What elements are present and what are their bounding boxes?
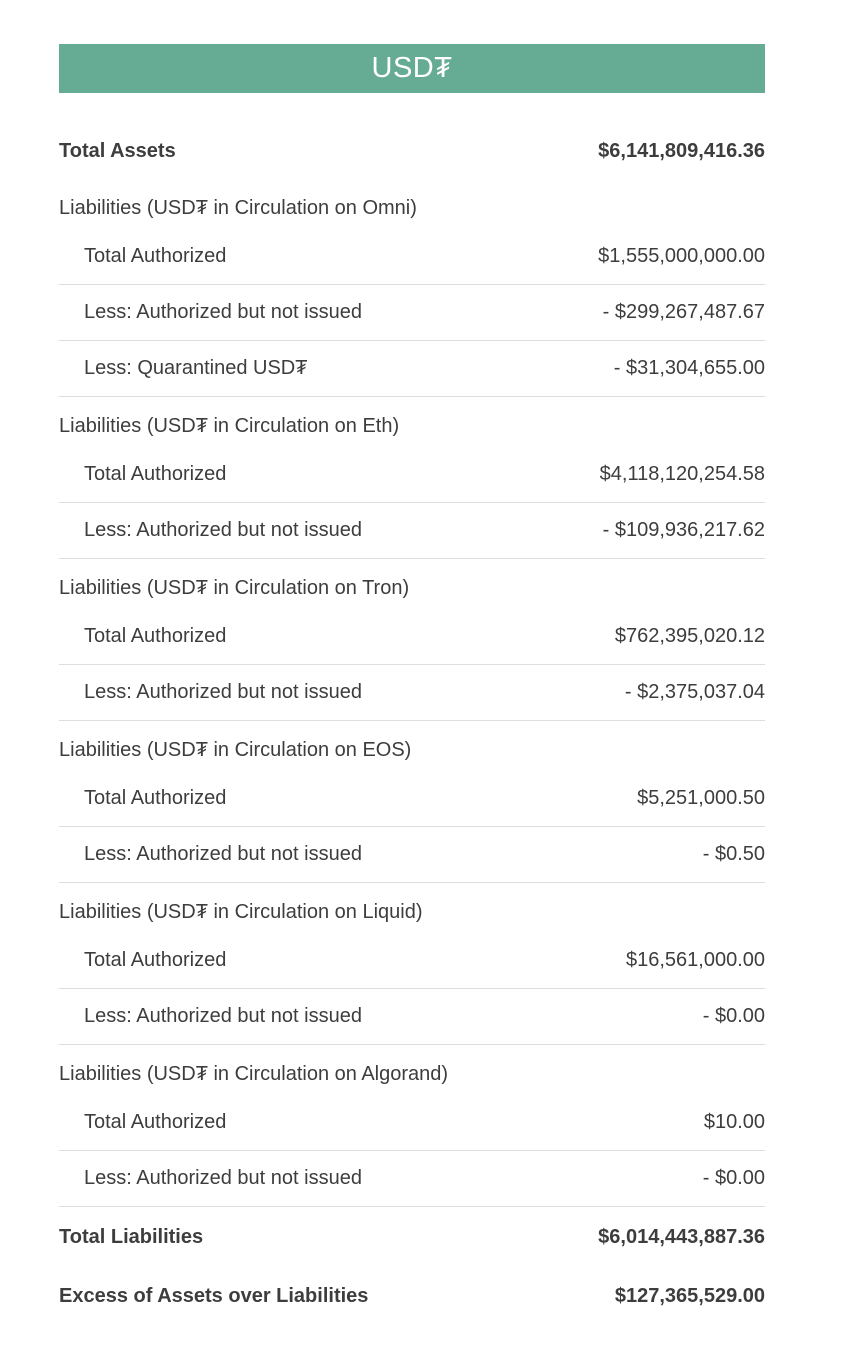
- section-header-label: Liabilities (USD₮ in Circulation on Tron): [59, 577, 410, 599]
- row-label: Total Authorized: [84, 949, 227, 971]
- token-header-banner: [59, 44, 765, 93]
- row-value: - $31,304,655.00: [613, 357, 765, 379]
- excess-assets-value: $127,365,529.00: [614, 1285, 765, 1307]
- row-label: Less: Authorized but not issued: [84, 843, 362, 865]
- row-value: $4,118,120,254.58: [599, 463, 765, 485]
- table-row: [59, 771, 765, 827]
- row-label: Total Authorized: [84, 625, 227, 647]
- section-header-algorand: [59, 1045, 765, 1095]
- row-value: - $299,267,487.67: [602, 301, 765, 323]
- token-title: USD₮: [371, 52, 453, 84]
- table-row: [59, 609, 765, 665]
- row-value: $16,561,000.00: [625, 949, 765, 971]
- total-assets-label: Total Assets: [59, 140, 176, 162]
- table-row: [59, 229, 765, 285]
- row-value: $10.00: [703, 1111, 765, 1133]
- total-liabilities-value: $6,014,443,887.36: [598, 1226, 765, 1248]
- section-header-label: Liabilities (USD₮ in Circulation on Algorand): [59, 1063, 449, 1085]
- row-value: - $0.00: [702, 1005, 765, 1027]
- total-assets-value: $6,141,809,416.36: [598, 140, 765, 162]
- table-row: [59, 447, 765, 503]
- row-label: Less: Authorized but not issued: [84, 1005, 362, 1027]
- row-label: Less: Authorized but not issued: [84, 519, 362, 541]
- section-header-label: Liabilities (USD₮ in Circulation on Eth): [59, 415, 400, 437]
- section-header-eth: [59, 397, 765, 447]
- table-row: [59, 503, 765, 559]
- section-header-liquid: [59, 883, 765, 933]
- table-row: [59, 989, 765, 1045]
- table-row: [59, 665, 765, 721]
- assets-liabilities-table: [59, 124, 765, 1325]
- table-row: [59, 933, 765, 989]
- table-row: [59, 285, 765, 341]
- row-value: $762,395,020.12: [614, 625, 765, 647]
- section-header-tron: [59, 559, 765, 609]
- row-value: - $0.50: [702, 843, 765, 865]
- section-header-label: Liabilities (USD₮ in Circulation on EOS): [59, 739, 412, 761]
- row-label: Less: Authorized but not issued: [84, 681, 362, 703]
- row-value: - $109,936,217.62: [602, 519, 765, 541]
- table-row: [59, 827, 765, 883]
- row-label: Total Authorized: [84, 1111, 227, 1133]
- section-header-label: Liabilities (USD₮ in Circulation on Omni): [59, 197, 417, 219]
- row-label: Less: Authorized but not issued: [84, 1167, 362, 1189]
- total-liabilities-label: Total Liabilities: [59, 1226, 204, 1248]
- table-row: [59, 1095, 765, 1151]
- row-label: Total Authorized: [84, 463, 227, 485]
- row-value: - $2,375,037.04: [624, 681, 765, 703]
- section-header-label: Liabilities (USD₮ in Circulation on Liquid): [59, 901, 423, 923]
- total-liabilities-row: [59, 1207, 765, 1266]
- total-assets-row: [59, 124, 765, 179]
- balance-sheet: [59, 44, 765, 1325]
- excess-assets-label: Excess of Assets over Liabilities: [59, 1285, 369, 1307]
- section-header-omni: [59, 179, 765, 229]
- row-value: $1,555,000,000.00: [598, 245, 765, 267]
- row-label: Less: Quarantined USD₮: [84, 357, 308, 379]
- table-row: [59, 341, 765, 397]
- row-label: Total Authorized: [84, 787, 227, 809]
- excess-assets-row: [59, 1266, 765, 1325]
- row-value: $5,251,000.50: [637, 787, 765, 809]
- section-header-eos: [59, 721, 765, 771]
- row-label: Total Authorized: [84, 245, 227, 267]
- table-row: [59, 1151, 765, 1207]
- row-label: Less: Authorized but not issued: [84, 301, 362, 323]
- row-value: - $0.00: [702, 1167, 765, 1189]
